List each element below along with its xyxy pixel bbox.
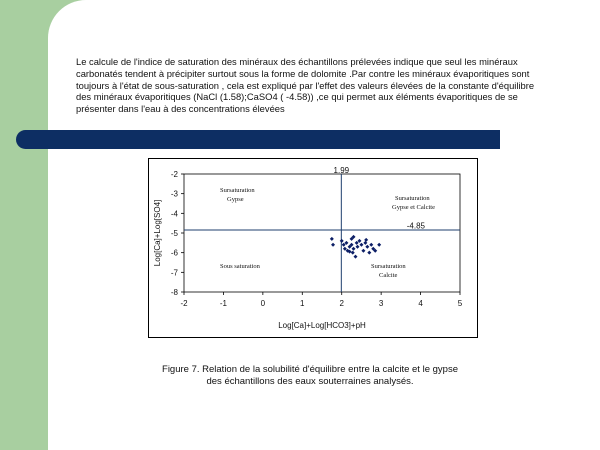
saturation-chart bbox=[148, 158, 478, 338]
y-tick-label: -2 bbox=[170, 170, 178, 179]
caption-line-2: des échantillons des eaux souterraines analysés. bbox=[206, 376, 414, 387]
region-label-gypse-calcite-2: Gypse et Calcite bbox=[392, 204, 435, 211]
y-tick-label: -5 bbox=[170, 229, 178, 238]
y-tick-label: -3 bbox=[170, 189, 178, 199]
caption-line-1: Figure 7. Relation de la solubilité d'équilibre entre la calcite et le gypse bbox=[162, 364, 458, 375]
region-label-calcite-1: Sursaturation bbox=[371, 263, 406, 270]
title-bar bbox=[16, 130, 500, 149]
x-tick-label: 3 bbox=[378, 299, 384, 308]
x-tick-label: 0 bbox=[260, 299, 266, 308]
x-tick-label: -2 bbox=[180, 299, 188, 308]
reference-label-horizontal: -4.85 bbox=[406, 221, 426, 231]
x-tick-label: 5 bbox=[457, 299, 463, 308]
region-label-gypse-1: Sursaturation bbox=[220, 187, 255, 194]
x-axis-label: Log[Ca]+Log[HCO3]+pH bbox=[278, 321, 366, 330]
x-tick-label: 2 bbox=[339, 299, 344, 308]
y-tick-label: -7 bbox=[170, 268, 178, 278]
x-tick-label: 4 bbox=[418, 299, 423, 308]
y-axis-label: Log[Ca]+Log[SO4] bbox=[153, 199, 162, 267]
x-tick-label: 1 bbox=[300, 299, 305, 308]
y-tick-label: -8 bbox=[170, 288, 178, 297]
region-label-gypse-calcite-1: Sursaturation bbox=[395, 195, 430, 202]
reference-label-vertical: 1.99 bbox=[333, 166, 350, 175]
x-tick-label: -1 bbox=[219, 299, 227, 308]
y-tick-label: -6 bbox=[170, 248, 178, 258]
region-label-calcite-2: Calcite bbox=[379, 272, 398, 279]
figure-caption bbox=[110, 364, 510, 388]
body-paragraph: Le calcule de l'indice de saturation des minéraux des échantillons prélevées indique que seul les minéraux carbonatés tendent à précipiter surtout sous la forme de dolomite .Par contre les minéraux évaporitiques sont toujours à l'état de sous-saturation , cela est expliqué par l'effet des valeurs élevées de la constante d'équilibre des minéraux évaporitiques (NaCl (1.58);CaSO4 ( -4.58)) ,ce qui permet aux éléments évaporitiques de se présenter dans l'eau à des concentrations élevées bbox=[76, 56, 535, 115]
y-tick-label: -4 bbox=[170, 209, 178, 219]
region-label-sous-1: Sous saturation bbox=[220, 263, 260, 270]
region-label-gypse-2: Gypse bbox=[227, 196, 244, 203]
chart-frame bbox=[149, 159, 478, 338]
